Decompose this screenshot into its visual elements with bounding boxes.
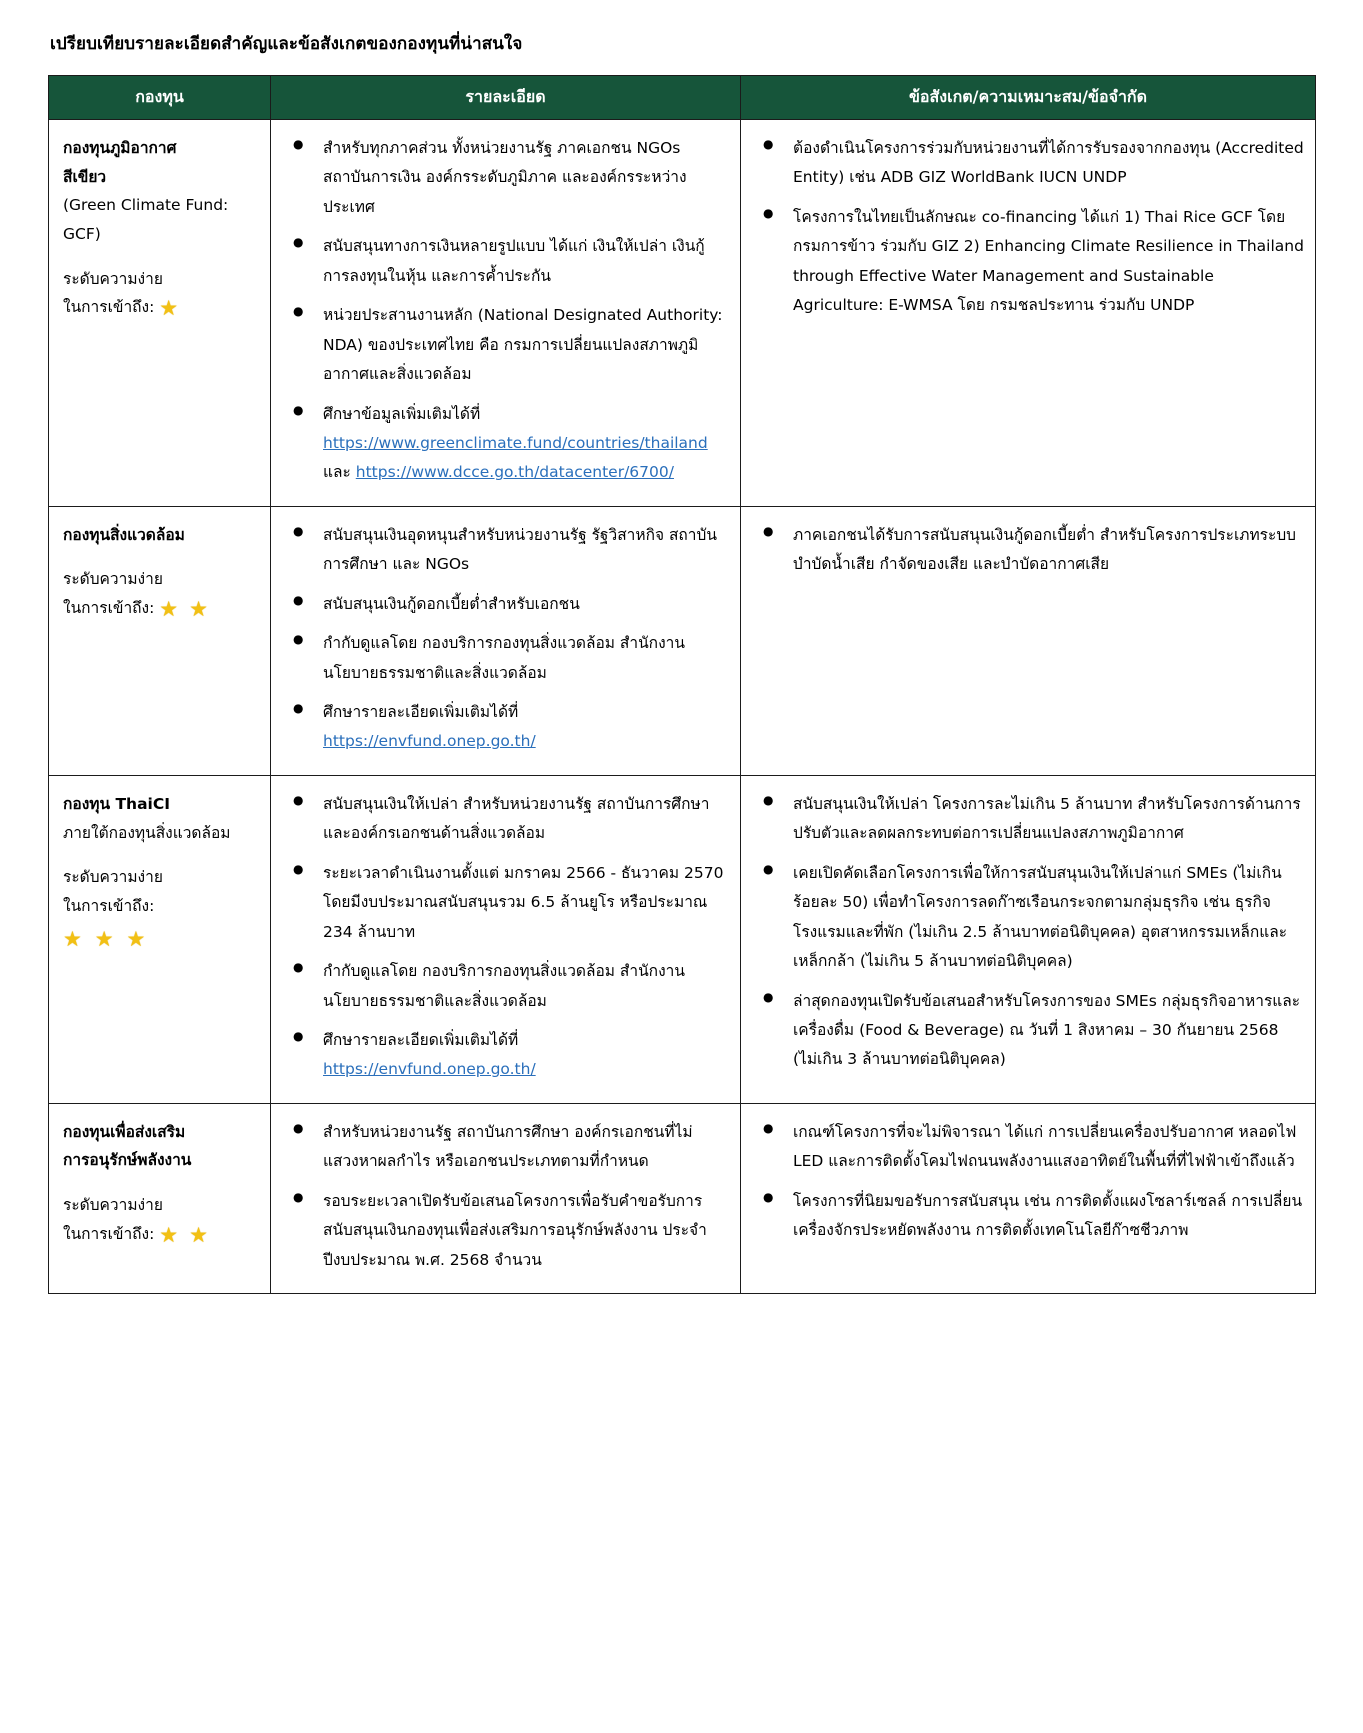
table-row (49, 120, 1316, 507)
note-cell (741, 506, 1316, 775)
star-icon: ★ (94, 926, 118, 951)
fund-comparison-table (48, 75, 1316, 1294)
list-item: ● สนับสนุนเงินกู้ดอกเบี้ยต่ำสำหรับเอกชน (279, 590, 730, 619)
star-icon: ★ (189, 597, 211, 622)
spacer (63, 847, 260, 863)
list-item: ● สนับสนุนเงินอุดหนุนสำหรับหน่วยงานรัฐ รัฐวิสาหกิจ สถาบันการศึกษา และ NGOs (279, 521, 730, 580)
list-item-text: ศึกษาข้อมูลเพิ่มเติมได้ที่ (323, 404, 481, 423)
envfund-link[interactable]: https://envfund.onep.go.th/ (323, 732, 536, 751)
star-icon: ★ (159, 296, 182, 321)
list-item-text: ศึกษารายละเอียดเพิ่มเติมได้ที่ (323, 1030, 519, 1049)
star-icon: ★ (63, 926, 86, 951)
star-icon: ★ (159, 1222, 182, 1247)
fund-subtitle-line2: GCF) (63, 225, 101, 244)
fund-cell (49, 1103, 271, 1293)
star-icon: ★ (159, 597, 182, 622)
ease-label-line1: ระดับความง่าย (63, 570, 163, 589)
list-item: ● กำกับดูแลโดย กองบริการกองทุนสิ่งแวดล้อม สำนักงานนโยบายธรรมชาติและสิ่งแวดล้อม (279, 629, 730, 688)
fund-cell (49, 506, 271, 775)
list-item: ● ภาคเอกชนได้รับการสนับสนุนเงินกู้ดอกเบี้ยต่ำ สำหรับโครงการประเภทระบบบำบัดน้ำเสีย กำจัดของเสีย และบำบัดอากาศเสีย (749, 521, 1305, 580)
table-row (49, 506, 1316, 775)
ease-label-line2: ในการเข้าถึง: (63, 896, 155, 915)
note-cell (741, 120, 1316, 507)
list-item: ● เกณฑ์โครงการที่จะไม่พิจารณา ได้แก่ การเปลี่ยนเครื่องปรับอากาศ หลอดไฟ LED และการติดตั้งโคมไฟถนนพลังงานแสงอาทิตย์ในพื้นที่ที่ไฟฟ้าเข้าถึงแล้ว (749, 1118, 1305, 1177)
list-item: ● สำหรับทุกภาคส่วน ทั้งหน่วยงานรัฐ ภาคเอกชน NGOs สถาบันการเงิน องค์กรระดับภูมิภาค และองค์กรระหว่างประเทศ (279, 134, 730, 222)
list-item: ● ล่าสุดกองทุนเปิดรับข้อเสนอสำหรับโครงการของ SMEs กลุ่มธุรกิจอาหารและเครื่องดื่ม (Food & Beverage) ณ วันที่ 1 สิงหาคม – 30 กันยายน 2568 (ไม่เกิน 3 ล้านบาทต่อนิติบุคคล) (749, 987, 1305, 1075)
fund-name-line2: ภายใต้กองทุนสิ่งแวดล้อม (63, 823, 231, 842)
note-cell (741, 775, 1316, 1103)
ease-label-line1: ระดับความง่าย (63, 269, 163, 288)
table-row (49, 1103, 1316, 1293)
detail-list (279, 790, 730, 1085)
star-icon: ★ (189, 1222, 211, 1247)
note-list (749, 790, 1305, 1075)
list-item: ● หน่วยประสานงานหลัก (National Designated Authority: NDA) ของประเทศไทย คือ กรมการเปลี่ยนแปลงสภาพภูมิอากาศและสิ่งแวดล้อม (279, 301, 730, 389)
ease-stars (159, 597, 211, 626)
note-list (749, 521, 1305, 580)
greenclimate-link[interactable]: https://www.greenclimate.fund/countries/thailand (323, 433, 708, 452)
ease-label-line2: ในการเข้าถึง: (63, 298, 155, 317)
dcce-link[interactable]: https://www.dcce.go.th/datacenter/6700/ (355, 463, 674, 482)
detail-list (279, 1118, 730, 1275)
list-item (279, 1026, 730, 1085)
ease-label-line2: ในการเข้าถึง: (63, 599, 155, 618)
list-item: ● รอบระยะเวลาเปิดรับข้อเสนอโครงการเพื่อรับคำขอรับการสนับสนุนเงินกองทุนเพื่อส่งเสริมการอนุรักษ์พลังงาน ประจำปีงบประมาณ พ.ศ. 2568 จำนวน (279, 1187, 730, 1275)
list-item (279, 698, 730, 757)
fund-name-line1: กองทุนภูมิอากาศ (63, 139, 177, 157)
ease-stars (159, 1223, 211, 1252)
link-conjunction: และ (323, 463, 351, 482)
column-header-fund: กองทุน (49, 76, 271, 120)
list-item: ● เคยเปิดคัดเลือกโครงการเพื่อให้การสนับสนุนเงินให้เปล่าแก่ SMEs (ไม่เกินร้อยละ 50) เพื่อทำโครงการลดก๊าซเรือนกระจกตามกลุ่มธุรกิจ เช่น ธุรกิจโรงแรมและที่พัก (ไม่เกิน 2.5 ล้านบาทต่อนิติบุคคล) อุตสาหกรรมเหล็กและเหล็กกล้า (ไม่เกิน 5 ล้านบาทต่อนิติบุคคล) (749, 859, 1305, 977)
ease-stars (63, 927, 260, 956)
ease-stars (159, 296, 181, 325)
ease-label-line1: ระดับความง่าย (63, 868, 163, 887)
detail-cell (271, 775, 741, 1103)
fund-name-line1: กองทุนเพื่อส่งเสริม (63, 1122, 186, 1141)
list-item: ● กำกับดูแลโดย กองบริการกองทุนสิ่งแวดล้อม สำนักงานนโยบายธรรมชาติและสิ่งแวดล้อม (279, 957, 730, 1016)
list-item: ● ระยะเวลาดำเนินงานตั้งแต่ มกราคม 2566 - ธันวาคม 2570 โดยมีงบประมาณสนับสนุนรวม 6.5 ล้านยูโร หรือประมาณ 234 ล้านบาท (279, 859, 730, 947)
table-row (49, 775, 1316, 1103)
detail-list (279, 134, 730, 488)
ease-rating-row (63, 1220, 260, 1252)
detail-list (279, 521, 730, 757)
list-item (279, 400, 730, 488)
list-item-text: ศึกษารายละเอียดเพิ่มเติมได้ที่ (323, 703, 519, 721)
fund-name-line1: กองทุน ThaiCI (63, 794, 170, 813)
list-item: ● โครงการในไทยเป็นลักษณะ co-financing ได้แก่ 1) Thai Rice GCF โดย กรมการข้าว ร่วมกับ GIZ 2) Enhancing Climate Resilience in Thailand through Effective Water Management and Sustainable Agriculture: E-WMSA โดย กรมชลประทาน ร่วมกับ UNDP (749, 203, 1305, 321)
column-header-note: ข้อสังเกต/ความเหมาะสม/ข้อจำกัด (741, 76, 1316, 120)
ease-label-line2: ในการเข้าถึง: (63, 1224, 155, 1243)
detail-cell (271, 506, 741, 775)
list-item: ● สำหรับหน่วยงานรัฐ สถาบันการศึกษา องค์กรเอกชนที่ไม่แสวงหาผลกำไร หรือเอกชนประเภทตามที่กำหนด (279, 1118, 730, 1177)
fund-name-line2: การอนุรักษ์พลังงาน (63, 1151, 192, 1170)
list-item: ● ต้องดำเนินโครงการร่วมกับหน่วยงานที่ได้การรับรองจากกองทุน (Accredited Entity) เช่น ADB GIZ WorldBank IUCN UNDP (749, 134, 1305, 193)
spacer (63, 249, 260, 265)
star-icon: ★ (126, 926, 150, 951)
list-item: ● โครงการที่นิยมขอรับการสนับสนุน เช่น การติดตั้งแผงโซลาร์เซลล์ การเปลี่ยนเครื่องจักรประหยัดพลังงาน การติดตั้งเทคโนโลยีก๊าซชีวภาพ (749, 1187, 1305, 1246)
table-header-row (49, 76, 1316, 120)
detail-cell (271, 120, 741, 507)
fund-subtitle-line1: (Green Climate Fund: (63, 196, 229, 215)
spacer (63, 549, 260, 565)
spacer (63, 1175, 260, 1191)
note-list (749, 134, 1305, 321)
column-header-detail: รายละเอียด (271, 76, 741, 120)
detail-cell (271, 1103, 741, 1293)
ease-rating-row (63, 594, 260, 626)
list-item: ● สนับสนุนทางการเงินหลายรูปแบบ ได้แก่ เงินให้เปล่า เงินกู้ การลงทุนในหุ้น และการค้ำประกัน (279, 232, 730, 291)
fund-cell (49, 120, 271, 507)
ease-rating-row (63, 293, 260, 325)
fund-name-line2: สีเขียว (63, 167, 107, 186)
list-item: ● สนับสนุนเงินให้เปล่า โครงการละไม่เกิน 5 ล้านบาท สำหรับโครงการด้านการปรับตัวและลดผลกระทบต่อการเปลี่ยนแปลงสภาพภูมิอากาศ (749, 790, 1305, 849)
list-item: ● สนับสนุนเงินให้เปล่า สำหรับหน่วยงานรัฐ สถาบันการศึกษา และองค์กรเอกชนด้านสิ่งแวดล้อม (279, 790, 730, 849)
fund-cell (49, 775, 271, 1103)
note-cell (741, 1103, 1316, 1293)
page-title: เปรียบเทียบรายละเอียดสำคัญและข้อสังเกตของกองทุนที่น่าสนใจ (50, 34, 523, 54)
envfund-link[interactable]: https://envfund.onep.go.th/ (323, 1060, 536, 1079)
ease-label-line1: ระดับความง่าย (63, 1196, 163, 1215)
fund-name-line1: กองทุนสิ่งแวดล้อม (63, 525, 185, 544)
note-list (749, 1118, 1305, 1246)
